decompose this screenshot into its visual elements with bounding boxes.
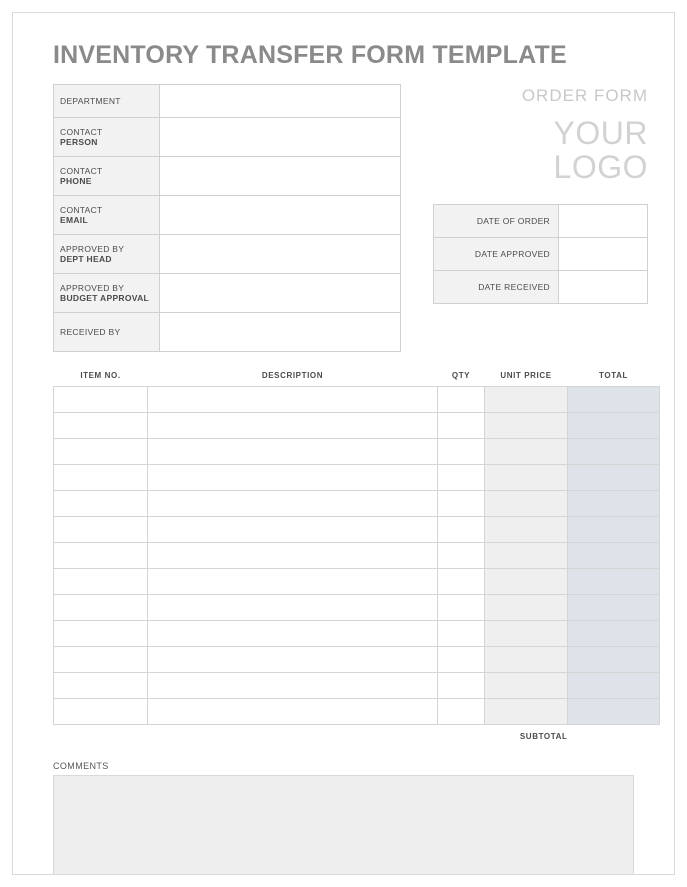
- table-row: [54, 569, 660, 595]
- cell-description[interactable]: [148, 621, 438, 647]
- cell-total: [568, 387, 660, 413]
- table-row: [54, 699, 660, 725]
- table-row: [54, 595, 660, 621]
- field-value-approved-dept-head[interactable]: [160, 235, 401, 274]
- field-label-contact-phone: [54, 157, 160, 196]
- column-header-description: DESCRIPTION: [261, 371, 324, 380]
- cell-qty[interactable]: [438, 569, 485, 595]
- cell-qty[interactable]: [438, 699, 485, 725]
- table-row: [434, 238, 648, 271]
- cell-item-no[interactable]: [54, 621, 148, 647]
- cell-total: [568, 413, 660, 439]
- cell-item-no[interactable]: [54, 439, 148, 465]
- field-value-contact-person[interactable]: [160, 118, 401, 157]
- column-header-item-no: ITEM NO.: [80, 371, 121, 380]
- cell-description[interactable]: [148, 647, 438, 673]
- cell-qty[interactable]: [438, 595, 485, 621]
- cell-qty[interactable]: [438, 413, 485, 439]
- cell-qty[interactable]: [438, 439, 485, 465]
- field-value-contact-email[interactable]: [160, 196, 401, 235]
- cell-total: [568, 647, 660, 673]
- cell-total: [568, 595, 660, 621]
- field-label-date-of-order: DATE OF ORDER: [434, 205, 559, 238]
- subtotal-label: SUBTOTAL: [519, 731, 568, 741]
- field-label-date-approved: DATE APPROVED: [434, 238, 559, 271]
- table-row: [54, 413, 660, 439]
- table-row: [54, 491, 660, 517]
- table-row: [54, 517, 660, 543]
- column-header-unit-price: UNIT PRICE: [500, 371, 552, 380]
- cell-unit-price[interactable]: [485, 517, 568, 543]
- cell-unit-price[interactable]: [485, 387, 568, 413]
- cell-description[interactable]: [148, 543, 438, 569]
- cell-description[interactable]: [148, 673, 438, 699]
- cell-unit-price[interactable]: [485, 491, 568, 517]
- cell-qty[interactable]: [438, 517, 485, 543]
- top-section: [39, 84, 648, 352]
- cell-item-no[interactable]: [54, 491, 148, 517]
- items-section: [53, 368, 634, 747]
- field-value-date-received[interactable]: [559, 271, 648, 304]
- field-label-line2: PERSON: [60, 137, 98, 147]
- cell-description[interactable]: [148, 413, 438, 439]
- cell-item-no[interactable]: [54, 699, 148, 725]
- cell-description[interactable]: [148, 439, 438, 465]
- field-label-received-by: RECEIVED BY: [54, 313, 160, 352]
- table-row: [54, 118, 401, 157]
- logo-line-1: YOUR: [553, 115, 648, 151]
- field-label-contact-email: [54, 196, 160, 235]
- cell-unit-price[interactable]: [485, 699, 568, 725]
- field-value-received-by[interactable]: [160, 313, 401, 352]
- comments-input[interactable]: [53, 775, 634, 875]
- cell-total: [568, 517, 660, 543]
- contact-info-table: [53, 84, 401, 352]
- table-row: [434, 271, 648, 304]
- cell-item-no[interactable]: [54, 673, 148, 699]
- items-body: [54, 387, 660, 748]
- field-label-line2: EMAIL: [60, 215, 88, 225]
- form-sheet: [12, 12, 675, 875]
- page-title: INVENTORY TRANSFER FORM TEMPLATE: [53, 41, 567, 69]
- dates-table: [433, 204, 648, 304]
- cell-total: [568, 439, 660, 465]
- cell-unit-price[interactable]: [485, 465, 568, 491]
- cell-item-no[interactable]: [54, 569, 148, 595]
- table-row: [54, 621, 660, 647]
- field-label-approved-budget: [54, 274, 160, 313]
- cell-unit-price[interactable]: [485, 439, 568, 465]
- field-value-date-approved[interactable]: [559, 238, 648, 271]
- cell-unit-price[interactable]: [485, 543, 568, 569]
- table-row: [54, 196, 401, 235]
- cell-qty[interactable]: [438, 543, 485, 569]
- items-table: [53, 368, 660, 747]
- table-row: [54, 387, 660, 413]
- cell-total: [568, 621, 660, 647]
- table-row: [434, 205, 648, 238]
- cell-unit-price[interactable]: [485, 569, 568, 595]
- cell-qty[interactable]: [438, 621, 485, 647]
- cell-description[interactable]: [148, 465, 438, 491]
- table-row: [54, 85, 401, 118]
- cell-total: [568, 491, 660, 517]
- field-label-date-received: DATE RECEIVED: [434, 271, 559, 304]
- field-label-contact-person: [54, 118, 160, 157]
- contact-info-block: [53, 84, 401, 352]
- subtotal-spacer: [148, 725, 438, 748]
- field-label-line2: BUDGET APPROVAL: [60, 293, 150, 303]
- comments-section: [53, 761, 634, 875]
- table-row: [54, 465, 660, 491]
- cell-item-no[interactable]: [54, 647, 148, 673]
- field-value-department[interactable]: [160, 85, 401, 118]
- field-label-line2: PHONE: [60, 176, 92, 186]
- cell-item-no[interactable]: [54, 595, 148, 621]
- cell-qty[interactable]: [438, 387, 485, 413]
- column-header-qty: QTY: [451, 371, 471, 380]
- logo-line-2: LOGO: [553, 149, 648, 185]
- cell-unit-price[interactable]: [485, 647, 568, 673]
- cell-total: [568, 543, 660, 569]
- cell-item-no[interactable]: [54, 465, 148, 491]
- cell-description[interactable]: [148, 569, 438, 595]
- cell-unit-price[interactable]: [485, 595, 568, 621]
- cell-total: [568, 673, 660, 699]
- field-label-line2: DEPT HEAD: [60, 254, 112, 264]
- cell-qty[interactable]: [438, 491, 485, 517]
- field-label-line1: CONTACT: [60, 127, 103, 137]
- subtotal-value: [568, 725, 660, 748]
- table-row: [54, 647, 660, 673]
- cell-description[interactable]: [148, 387, 438, 413]
- cell-description[interactable]: [148, 595, 438, 621]
- table-row: [54, 157, 401, 196]
- cell-total: [568, 569, 660, 595]
- cell-qty[interactable]: [438, 647, 485, 673]
- cell-item-no[interactable]: [54, 543, 148, 569]
- cell-description[interactable]: [148, 699, 438, 725]
- subtotal-spacer: [438, 725, 485, 748]
- field-label-line1: APPROVED BY: [60, 283, 125, 293]
- cell-qty[interactable]: [438, 673, 485, 699]
- cell-item-no[interactable]: [54, 413, 148, 439]
- field-value-date-of-order[interactable]: [559, 205, 648, 238]
- cell-unit-price[interactable]: [485, 621, 568, 647]
- logo-placeholder: [554, 116, 648, 184]
- dates-block: [433, 204, 648, 304]
- field-label-line1: APPROVED BY: [60, 244, 125, 254]
- order-form-label: ORDER FORM: [521, 86, 648, 105]
- cell-item-no[interactable]: [54, 387, 148, 413]
- cell-total: [568, 465, 660, 491]
- table-row: [54, 543, 660, 569]
- cell-unit-price[interactable]: [485, 673, 568, 699]
- table-row: [54, 673, 660, 699]
- field-value-contact-phone[interactable]: [160, 157, 401, 196]
- subtotal-spacer: [54, 725, 148, 748]
- field-value-approved-budget[interactable]: [160, 274, 401, 313]
- cell-item-no[interactable]: [54, 517, 148, 543]
- cell-description[interactable]: [148, 517, 438, 543]
- order-meta-block: [433, 84, 648, 306]
- table-row: [54, 274, 401, 313]
- items-header-row: [54, 368, 660, 387]
- cell-total: [568, 699, 660, 725]
- field-label-approved-dept-head: [54, 235, 160, 274]
- field-label-department: DEPARTMENT: [54, 85, 160, 118]
- subtotal-row: [54, 725, 660, 748]
- cell-unit-price[interactable]: [485, 413, 568, 439]
- table-row: [54, 439, 660, 465]
- field-label-line1: CONTACT: [60, 205, 103, 215]
- field-label-line1: CONTACT: [60, 166, 103, 176]
- cell-qty[interactable]: [438, 465, 485, 491]
- table-row: [54, 313, 401, 352]
- table-row: [54, 235, 401, 274]
- cell-description[interactable]: [148, 491, 438, 517]
- comments-label: COMMENTS: [53, 761, 109, 771]
- column-header-total: TOTAL: [599, 371, 628, 380]
